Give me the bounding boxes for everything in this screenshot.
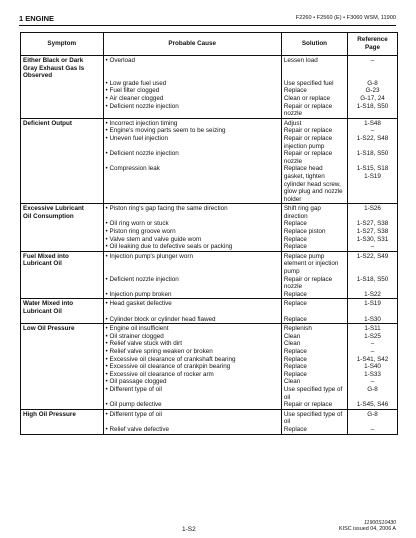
table-row [21,236,398,244]
table-row [21,127,398,135]
symptom-cell-text: Water Mixed into Lubricant Oil [23,300,74,315]
solution-cell [281,363,347,371]
symptom-cell [21,204,104,221]
col-probable-cause: Probable Cause [103,33,281,56]
symptom-cell [21,409,104,426]
solution-cell [281,87,347,95]
reference-cell [348,316,398,324]
solution-cell-text: Repair or replace nozzle [283,275,333,291]
reference-cell [348,243,398,251]
symptom-cell [21,228,104,236]
cause-cell-text: • Deficient nozzle injection [106,276,179,283]
cause-cell-text: • Oil leaking due to defective seals or packing [106,243,233,250]
cause-cell [103,299,281,316]
reference-cell [348,251,398,275]
symptom-cell [21,299,104,316]
symptom-cell [21,95,104,103]
solution-cell-text: Clean or replace [283,94,331,102]
solution-cell-text: Replace [283,425,307,433]
cause-cell-text: • Excessive oil clearance of crankpin bearing [106,363,231,370]
table-row [21,220,398,228]
solution-cell-text: Repair or replace [283,401,333,409]
symptom-cell [21,220,104,228]
solution-cell-text: Replace [283,243,307,251]
cause-cell-text: • Relief valve spring weaken or broken [106,348,213,355]
cause-cell-text: • Injection pump's plunger worn [106,253,193,260]
reference-cell [348,165,398,203]
cause-cell [103,204,281,221]
solution-cell [281,324,347,333]
solution-cell [281,243,347,251]
table-row [21,378,398,386]
solution-cell [281,103,347,119]
table-row [21,95,398,103]
table-row [21,228,398,236]
table-row [21,243,398,251]
solution-cell [281,276,347,291]
reference-cell [348,236,398,244]
solution-cell [281,401,347,409]
table-row [21,409,398,426]
solution-cell [281,333,347,341]
reference-cell-text: 1-S27, S38 [356,220,389,228]
cause-cell-text: • Incorrect injection timing [106,120,178,127]
solution-cell [281,316,347,324]
solution-cell [281,386,347,401]
reference-cell [348,401,398,409]
symptom-cell [21,363,104,371]
cause-cell-text: • Oil ring worn or stuck [106,220,169,227]
table-row [21,348,398,356]
symptom-cell [21,87,104,95]
reference-cell-text: 1-S15, S18 1-S19 [356,165,389,180]
solution-cell-text: Replenish [283,325,312,333]
cause-cell-text: • Relief valve stuck with dirt [106,340,182,347]
reference-cell-text: – [370,57,375,64]
symptom-cell [21,150,104,165]
table-row [21,204,398,221]
cause-cell [103,409,281,426]
reference-cell-text: 1-S30, S31 [356,235,389,243]
symptom-cell [21,378,104,386]
table-row [21,291,398,299]
reference-cell [348,378,398,386]
solution-cell-text: Replace [283,235,307,243]
reference-cell-text: – [370,340,375,348]
table-row [21,356,398,364]
solution-cell-text: Replace [283,363,307,371]
solution-cell [281,150,347,165]
reference-cell-text: – [370,378,375,386]
reference-cell-text: G-17, 24 [360,94,385,102]
solution-cell-text: Replace [283,87,307,95]
reference-cell [348,276,398,291]
troubleshooting-table [20,32,398,435]
table-row [21,56,398,80]
table-row [21,165,398,203]
cause-cell-text: • Different type of oil [106,411,162,418]
symptom-cell [21,236,104,244]
cause-cell [103,228,281,236]
reference-cell-text: G-8 [367,385,378,393]
solution-cell [281,251,347,275]
cause-cell-text: • Cylinder block or cylinder head flawed [106,316,216,323]
symptom-cell [21,324,104,333]
cause-cell [103,135,281,150]
solution-cell-text: Replace [283,315,307,323]
cause-cell-text: • Head gasket defective [106,300,172,307]
reference-cell-text: G-8 [367,79,378,87]
reference-cell-text: 1-S19 [364,300,381,308]
cause-cell [103,118,281,127]
solution-cell [281,340,347,348]
reference-cell-text: 1-S26 [364,205,381,213]
table-row [21,118,398,127]
cause-cell [103,251,281,275]
reference-cell-text: 1-S11 [364,325,381,333]
cause-cell [103,316,281,324]
symptom-cell [21,165,104,203]
cause-cell [103,87,281,95]
symptom-cell [21,103,104,119]
reference-cell-text: 1-S33 [364,370,381,378]
solution-cell [281,135,347,150]
reference-cell-text: 1-S41, S42 [356,355,389,363]
table-row [21,135,398,150]
col-symptom: Symptom [21,33,104,56]
symptom-cell-text: Low Oil Pressure [23,325,75,333]
symptom-cell-text: Fuel Mixed into Lubricant Oil [23,252,69,268]
solution-cell-text: Repair or replace injection pump [283,134,333,150]
solution-cell [281,426,347,434]
cause-cell-text: • Engine oil insufficient [106,325,169,332]
table-row [21,80,398,88]
table-row [21,324,398,333]
reference-cell-text: G-23 [365,87,380,95]
solution-cell-text: Replace head gasket, tighten cylinder head screw, glow plug and nozzle holder [283,165,343,203]
reference-cell-text: 1-S48 [364,119,381,127]
reference-cell [348,103,398,119]
reference-cell-text: 1-S22, S48 [356,134,389,142]
reference-cell [348,56,398,80]
reference-cell-text: – [370,243,375,251]
reference-cell [348,80,398,88]
reference-cell [348,324,398,333]
cause-cell [103,150,281,165]
cause-cell-text: • Relief valve defective [106,426,169,433]
solution-cell-text: Repair or replace nozzle [283,102,333,118]
solution-cell [281,378,347,386]
reference-cell-text: 1-S30 [364,315,381,323]
reference-cell [348,291,398,299]
table-row [21,401,398,409]
cause-cell-text: • Piston ring groove worn [106,228,176,235]
solution-cell-text: Replace piston [283,228,326,236]
reference-cell [348,118,398,127]
reference-cell-text: 1-S27, S38 [356,228,389,236]
cause-cell [103,103,281,119]
solution-cell [281,356,347,364]
table-row [21,363,398,371]
cause-cell [103,276,281,291]
symptom-cell [21,333,104,341]
symptom-cell-text: Excessive Lubricant Oil Consumption [23,205,84,220]
table-row [21,340,398,348]
table-row [21,87,398,95]
solution-cell-text: Clean [283,332,301,340]
reference-cell [348,409,398,426]
cause-cell [103,56,281,80]
reference-cell-text: 1-S40 [364,363,381,371]
solution-cell-text: Replace [283,347,307,355]
table-row [21,371,398,379]
solution-cell [281,80,347,88]
cause-cell-text: • Fuel filter clogged [106,87,160,94]
solution-cell-text: Clean [283,340,301,348]
cause-cell-text: • Oil strainer clogged [106,333,164,340]
cause-cell [103,165,281,203]
solution-cell-text: Adjust [283,119,302,127]
symptom-cell [21,251,104,275]
solution-cell [281,95,347,103]
solution-cell-text: Shift ring gap direction [283,205,321,220]
solution-cell-text: Replace [283,290,307,298]
symptom-cell [21,118,104,127]
solution-cell-text: Use specified type of oil [283,410,343,426]
reference-cell [348,299,398,316]
cause-cell-text: • Excessive oil clearance of rocker arm [106,371,214,378]
solution-cell [281,409,347,426]
reference-cell-text: 1-S22 [364,290,381,298]
cause-cell [103,291,281,299]
symptom-cell [21,356,104,364]
reference-cell [348,150,398,165]
table-row [21,103,398,119]
cause-cell [103,371,281,379]
reference-cell-text: – [370,347,375,355]
cause-cell-text: • Uneven fuel injection [106,135,168,142]
reference-cell-text: G-8 [367,410,378,418]
symptom-cell [21,276,104,291]
cause-cell [103,220,281,228]
cause-cell-text: • Valve stem and valve guide worn [106,236,202,243]
reference-cell-text: 1-S18, S50 [356,150,389,158]
reference-cell-text: – [370,127,375,135]
solution-cell-text: Replace [283,355,307,363]
symptom-cell [21,426,104,434]
symptom-cell [21,371,104,379]
solution-cell-text: Lessen load [283,57,318,64]
cause-cell-text: • Deficient nozzle injection [106,103,179,110]
cause-cell [103,356,281,364]
solution-cell-text: Use specified fuel [283,79,334,87]
symptom-cell [21,56,104,80]
cause-cell [103,426,281,434]
cause-cell [103,378,281,386]
cause-cell-text: • Injection pump broken [106,291,172,298]
solution-cell-text: Replace [283,300,307,308]
table-body [21,56,398,435]
cause-cell [103,127,281,135]
solution-cell-text: Repair or replace nozzle [283,150,333,165]
solution-cell [281,204,347,221]
symptom-cell-text: Deficient Output [23,119,72,127]
document-code: 11900S10430 [364,520,396,526]
solution-cell-text: Repair or replace [283,127,333,135]
cause-cell [103,340,281,348]
cause-cell-text: • Engine's moving parts seem to be seizing [106,127,226,134]
solution-cell [281,165,347,203]
table-row [21,150,398,165]
symptom-cell [21,348,104,356]
solution-cell [281,236,347,244]
reference-cell [348,95,398,103]
header-rule [19,25,396,26]
table-row [21,251,398,275]
table-row [21,299,398,316]
reference-cell [348,228,398,236]
solution-cell [281,56,347,80]
reference-cell-text: – [370,425,375,433]
symptom-cell [21,291,104,299]
solution-cell [281,348,347,356]
reference-cell-text: 1-S18, S50 [356,275,389,283]
reference-cell-text: 1-S45, S46 [356,401,389,409]
cause-cell [103,95,281,103]
cause-cell-text: • Oil pump defective [106,401,162,408]
cause-cell-text: • Piston ring's gap facing the same direction [106,205,228,212]
reference-cell [348,87,398,95]
table-row [21,333,398,341]
solution-cell-text: Clean [283,378,301,386]
reference-cell [348,348,398,356]
reference-cell [348,135,398,150]
symptom-cell-text: High Oil Pressure [23,410,76,418]
cause-cell-text: • Different type of oil [106,386,162,393]
cause-cell [103,386,281,401]
symptom-cell-text: Either Black or Dark Gray Exhaust Gas Is Observed [23,57,85,80]
reference-cell [348,340,398,348]
reference-cell [348,204,398,221]
cause-cell-text: • Air cleaner clogged [106,95,164,102]
table-row [21,386,398,401]
solution-cell-text: Replace [283,370,307,378]
reference-cell-text: 1-S25 [364,332,381,340]
cause-cell [103,324,281,333]
reference-cell-text: 1-S18, S50 [356,102,389,110]
solution-cell-text: Replace pump element or injection pump [283,252,339,276]
solution-cell [281,371,347,379]
cause-cell [103,363,281,371]
reference-cell [348,371,398,379]
page-number: 1-S2 [182,526,196,533]
reference-cell [348,363,398,371]
solution-cell [281,118,347,127]
cause-cell-text: • Excessive oil clearance of crankshaft bearing [106,356,236,363]
table-header-row [21,33,398,56]
table-row [21,276,398,291]
symptom-cell [21,127,104,135]
issue-note: KISC issued 04, 2006 A [339,526,396,532]
symptom-cell [21,401,104,409]
col-reference-page: Reference Page [348,33,398,56]
cause-cell [103,348,281,356]
solution-cell [281,291,347,299]
solution-cell [281,299,347,316]
reference-cell [348,356,398,364]
symptom-cell [21,340,104,348]
col-solution: Solution [281,33,347,56]
solution-cell-text: Use specified type of oil [283,385,343,401]
reference-cell [348,127,398,135]
reference-cell [348,333,398,341]
section-title: 1 ENGINE [19,14,55,23]
reference-cell [348,386,398,401]
cause-cell-text: • Low grade fuel used [106,80,167,87]
cause-cell-text: • Oil passage clogged [106,378,167,385]
reference-cell [348,426,398,434]
symptom-cell [21,386,104,401]
cause-cell-text: • Compression leak [106,165,160,172]
reference-cell-text: 1-S22, S49 [356,252,389,260]
solution-cell [281,127,347,135]
symptom-cell [21,80,104,88]
cause-cell-text: • Deficient nozzle injection [106,150,179,157]
manual-models: F2260 • F2560 (E) • F3060 WSM, 11900 [295,15,396,21]
cause-cell [103,243,281,251]
cause-cell-text: • Overload [106,57,136,64]
solution-cell [281,220,347,228]
symptom-cell [21,243,104,251]
solution-cell-text: Replace [283,220,307,228]
cause-cell [103,401,281,409]
table-row [21,316,398,324]
cause-cell [103,80,281,88]
reference-cell [348,220,398,228]
cause-cell [103,236,281,244]
symptom-cell [21,135,104,150]
solution-cell [281,228,347,236]
table-row [21,426,398,434]
symptom-cell [21,316,104,324]
cause-cell [103,333,281,341]
